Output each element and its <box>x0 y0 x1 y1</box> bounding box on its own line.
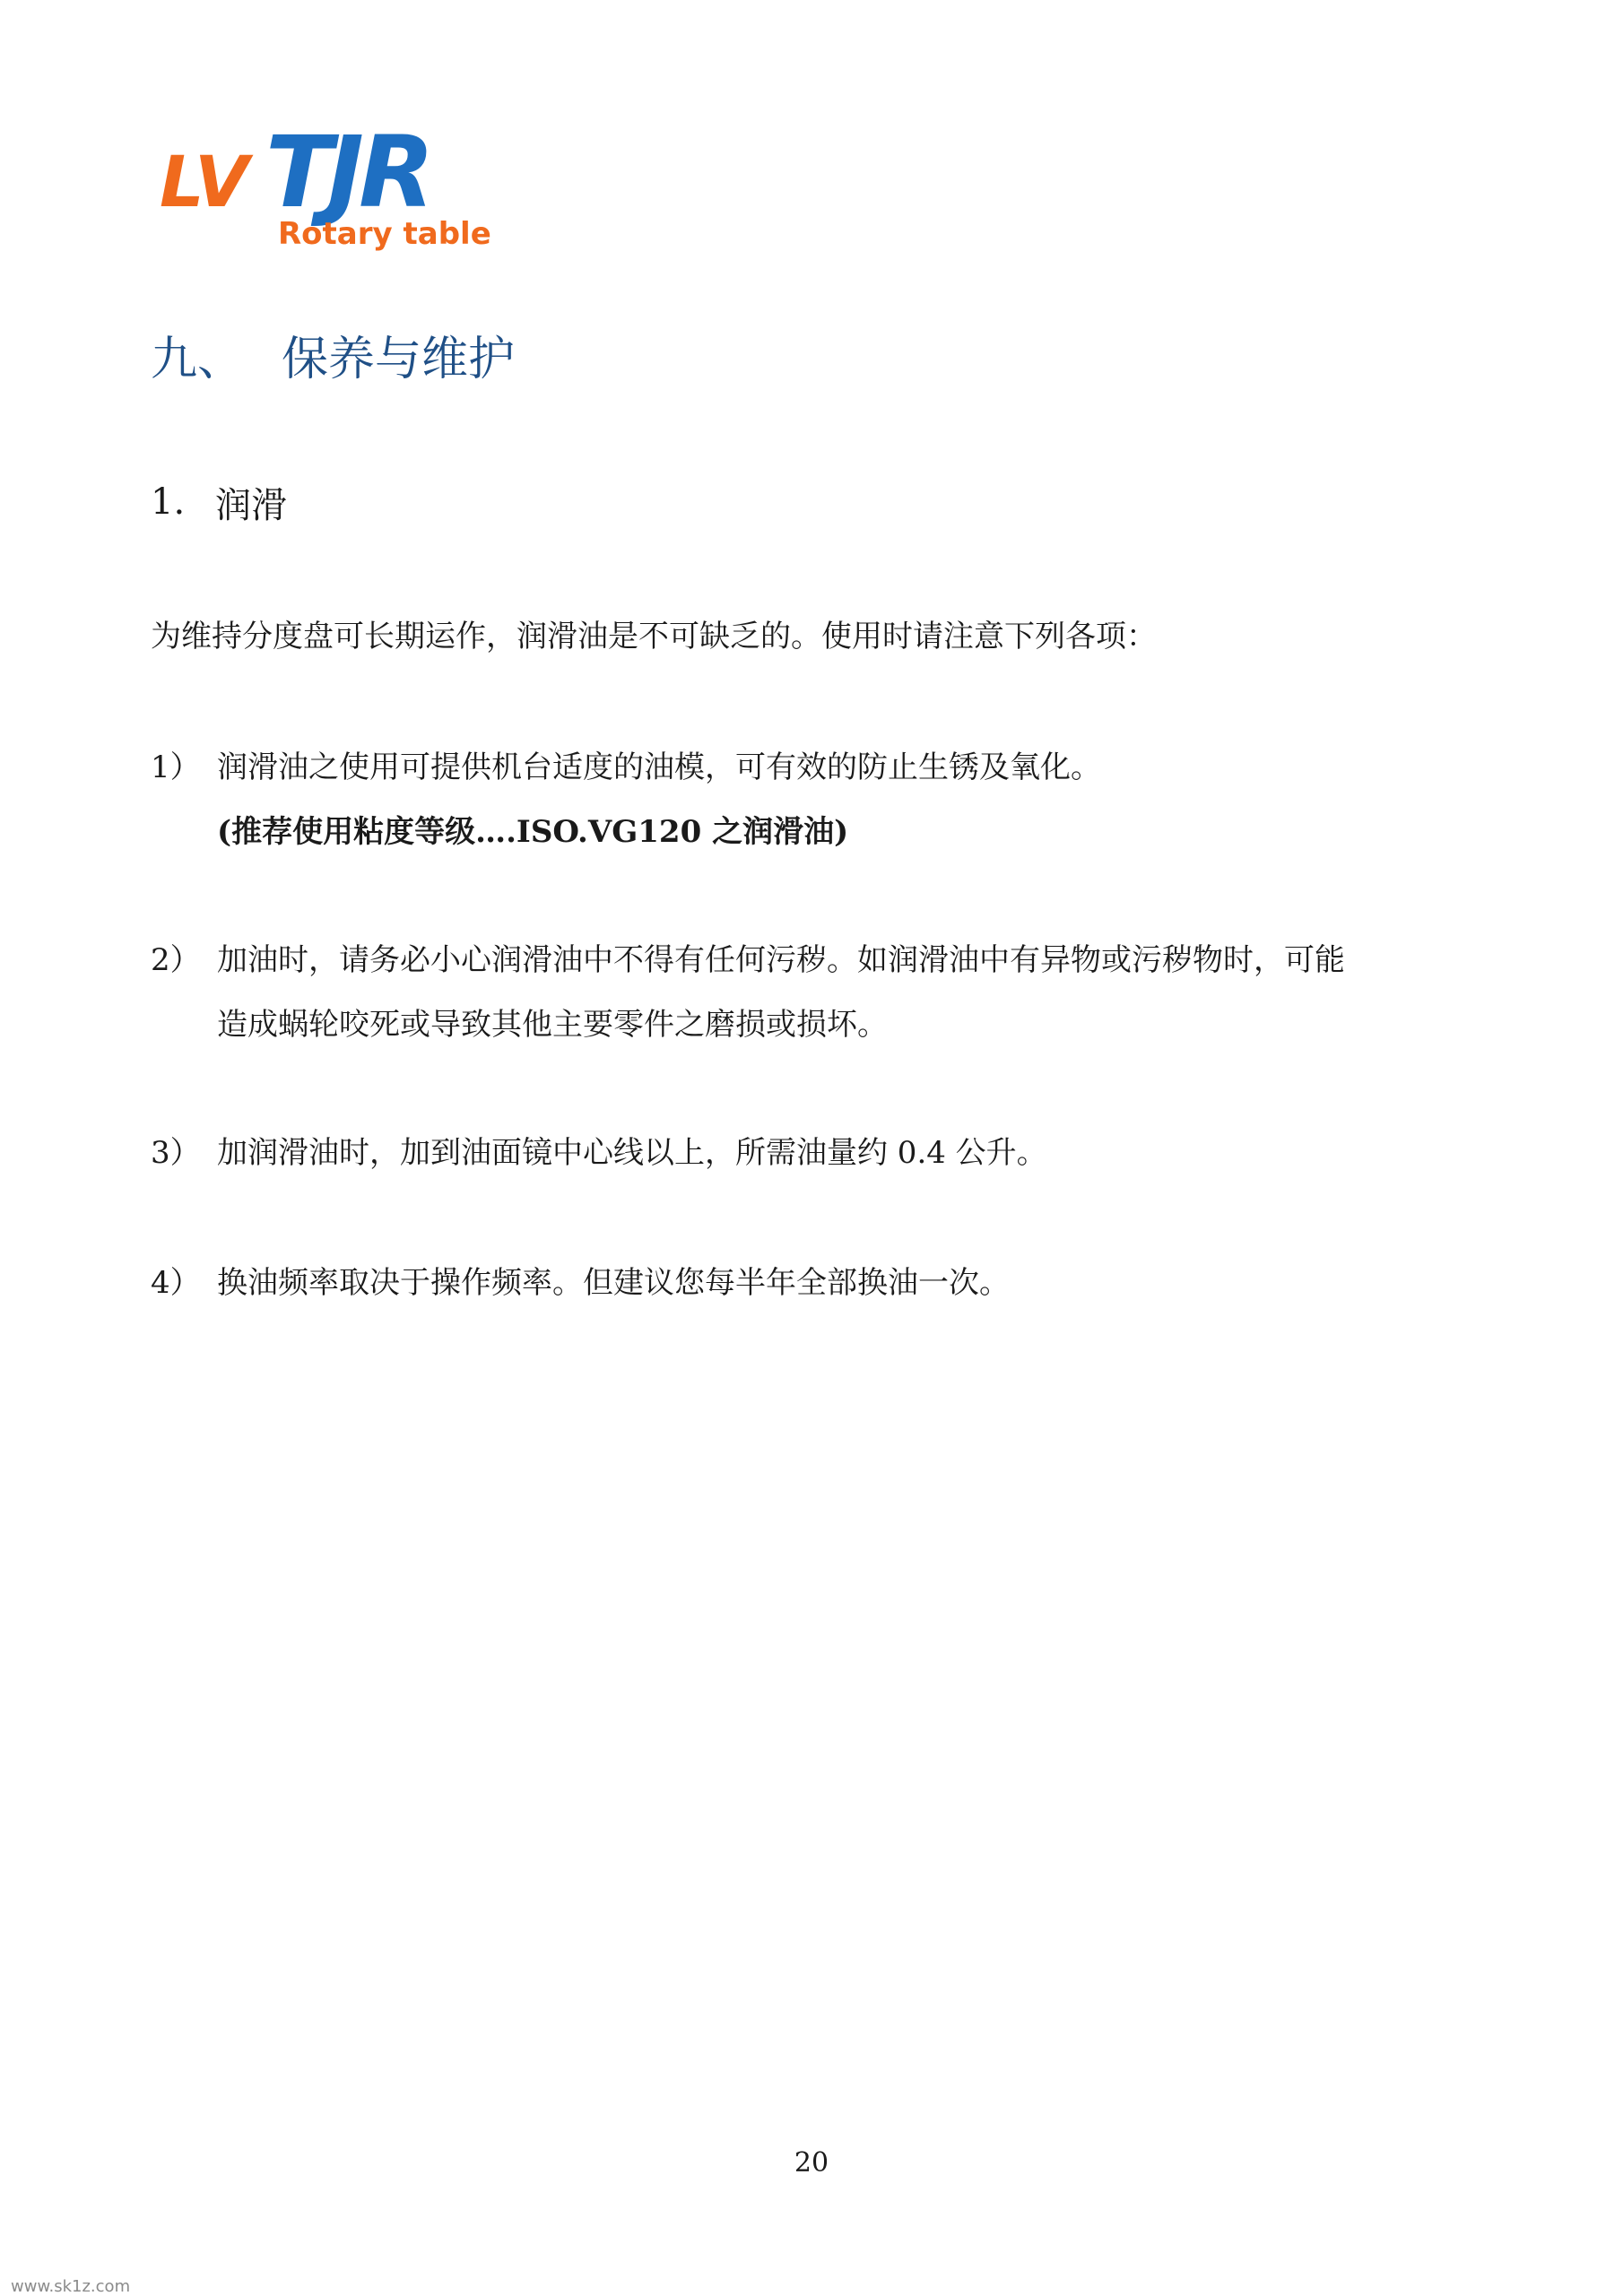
logo-tagline: Rotary table <box>278 216 491 252</box>
list-item <box>151 1251 1496 1315</box>
logo-graphic <box>160 118 500 262</box>
list-item-note: (推荐使用粘度等级….ISO.VG120 之润滑油) <box>217 814 849 850</box>
list-item <box>151 1121 1496 1185</box>
list-item-number: 2） <box>151 942 201 978</box>
logo-tjr: TJR <box>265 118 430 230</box>
intro-paragraph: 为维持分度盘可长期运作，润滑油是不可缺乏的。使用时请注意下列各项： <box>151 619 1157 654</box>
logo-lv: LV <box>160 143 249 223</box>
chapter-heading <box>151 318 515 390</box>
list-item-text: 加油时，请务必小心润滑油中不得有任何污秽。如润滑油中有异物或污秽物时，可能 <box>217 942 1345 978</box>
list-item-continuation: 造成蜗轮咬死或导致其他主要零件之磨损或损坏。 <box>217 1007 888 1043</box>
section-title: 润滑 <box>215 484 287 526</box>
list-item-text: 加润滑油时，加到油面镜中心线以上，所需油量约 0.4 公升。 <box>217 1135 1047 1171</box>
list-item-number: 4） <box>151 1265 201 1301</box>
list-item-number: 1） <box>151 749 201 785</box>
chapter-number: 九、 <box>151 332 245 386</box>
section-number: 1. <box>151 481 186 523</box>
list-item-number: 3） <box>151 1135 201 1171</box>
watermark: www.sk1z.com <box>11 2277 131 2296</box>
list-item-text: 润滑油之使用可提供机台适度的油模，可有效的防止生锈及氧化。 <box>217 749 1101 785</box>
section-heading <box>151 471 287 533</box>
chapter-title: 保养与维护 <box>282 332 516 386</box>
list-item-text: 换油频率取决于操作频率。但建议您每半年全部换油一次。 <box>217 1265 1010 1301</box>
list-item <box>151 928 1496 1057</box>
company-logo <box>160 118 500 262</box>
page-number: 20 <box>794 2147 829 2179</box>
list-item <box>151 735 1496 864</box>
